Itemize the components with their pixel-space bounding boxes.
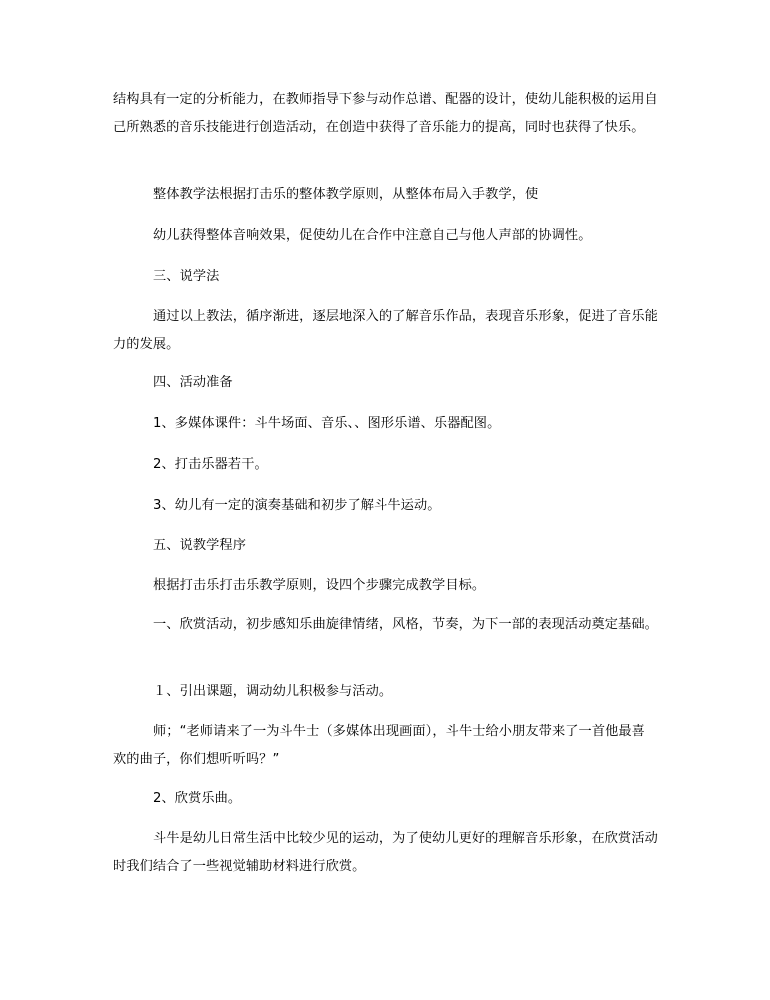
paragraph-teacher-dialogue: 师；“老师请来了一为斗牛士（多媒体出现画面），斗牛士给小朋友带来了一首他最喜欢的曲子，你们想听听吗？” — [113, 724, 645, 767]
paragraph-structure-ability: 结构具有一定的分析能力，在教师指导下参与动作总谱、配器的设计，使幼儿能积极的运用自己所熟悉的音乐技能进行创造活动，在创造中获得了音乐能力的提高，同时也获得了快乐。 — [113, 92, 658, 135]
heading-teaching-procedure: 五、说教学程序 — [153, 538, 247, 553]
list-item-multimedia: 1、多媒体课件：斗牛场面、音乐、、图形乐谱、乐器配图。 — [153, 416, 501, 431]
list-item-percussion: 2、打击乐器若干。 — [153, 457, 268, 472]
list-item-introduce-topic: １、引出课题，调动幼儿积极参与活动。 — [153, 684, 393, 699]
paragraph-four-steps: 根据打击乐打击乐教学原则，设四个步骤完成教学目标。 — [153, 578, 486, 593]
heading-learning-method: 三、说学法 — [153, 269, 220, 284]
list-item-performance-basis: 3、幼儿有一定的演奏基础和初步了解斗牛运动。 — [153, 498, 441, 513]
paragraph-whole-teaching-method: 整体教学法根据打击乐的整体教学原则，从整体布局入手教学，使 — [153, 187, 539, 202]
paragraph-bullfighting: 斗牛是幼儿日常生活中比较少见的运动，为了使幼儿更好的理解音乐形象，在欣赏活动时我们结合了一些视觉辅助材料进行欣赏。 — [113, 831, 658, 874]
heading-activity-preparation: 四、活动准备 — [153, 375, 233, 390]
paragraph-learning-method: 通过以上教法，循序渐进，逐层地深入的了解音乐作品，表现音乐形象，促进了音乐能力的发展。 — [113, 309, 658, 352]
paragraph-whole-sound-effect: 幼儿获得整体音响效果，促使幼儿在合作中注意自己与他人声部的协调性。 — [153, 228, 592, 243]
paragraph-appreciation-activity: 一、欣赏活动，初步感知乐曲旋律情绪，风格，节奏，为下一部的表现活动奠定基础。 — [153, 617, 658, 632]
list-item-appreciate-music: 2、欣赏乐曲。 — [153, 791, 242, 806]
